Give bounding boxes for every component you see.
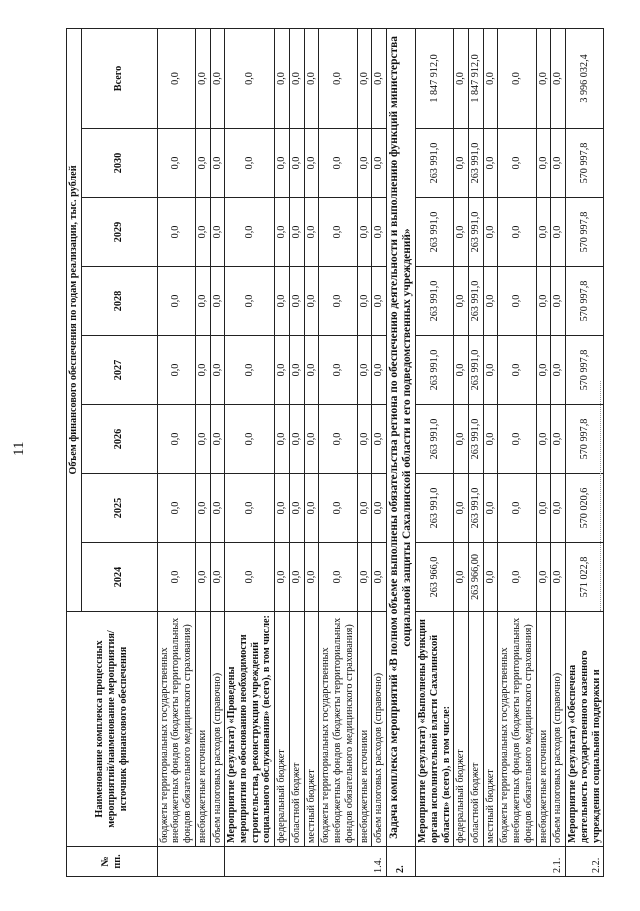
value-cell: 0,0: [551, 267, 566, 336]
row-name: внебюджетные источники: [536, 612, 551, 847]
value-cell: 0,0: [483, 336, 498, 405]
row-name: бюджеты территориальных государственных внебюджетных фондов (бюджеты территориальных фондов обязательного медицинского страхования): [319, 612, 357, 847]
value-cell: 263 991,0: [416, 198, 454, 267]
value-cell: 0,0: [483, 198, 498, 267]
value-cell: 0,0: [225, 267, 275, 336]
task-text: Задача комплекса мероприятий «В полном объеме выполнены обязательства региона по обеспечению деятельности и выполнению функций министерства социальной защиты Сахалинской области и его подведомственных учреждений»: [386, 28, 415, 846]
value-cell: 0,0: [225, 129, 275, 198]
total-cell: 0,0: [157, 28, 195, 128]
value-cell: 0,0: [225, 543, 275, 612]
value-cell: 263 966,0: [416, 543, 454, 612]
value-cell: 0,0: [319, 129, 357, 198]
value-cell: 0,0: [157, 543, 195, 612]
col-header-group: Объем финансового обеспечения по годам реализации, тыс. рублей: [67, 28, 82, 611]
total-cell: 0,0: [551, 28, 566, 128]
value-cell: 0,0: [551, 198, 566, 267]
table-row: [157, 28, 195, 876]
value-cell: 570 997,8: [566, 129, 604, 198]
task-number: 2.: [386, 847, 415, 877]
total-cell: 0,0: [372, 28, 387, 128]
value-cell: 0,0: [289, 198, 304, 267]
value-cell: 0,0: [210, 474, 225, 543]
value-cell: 570 997,8: [566, 336, 604, 405]
table-row: [225, 28, 275, 876]
value-cell: 263 991,0: [469, 129, 484, 198]
total-cell: 0,0: [454, 28, 469, 128]
value-cell: 0,0: [372, 129, 387, 198]
total-cell: 1 847 912,0: [416, 28, 454, 128]
value-cell: 0,0: [195, 129, 210, 198]
value-cell: 0,0: [551, 474, 566, 543]
value-cell: 263 991,0: [469, 267, 484, 336]
total-cell: 0,0: [498, 28, 536, 128]
value-cell: 0,0: [536, 336, 551, 405]
value-cell: 0,0: [195, 267, 210, 336]
total-cell: 0,0: [289, 28, 304, 128]
value-cell: 0,0: [372, 267, 387, 336]
table-row: [551, 28, 566, 876]
row-number: [157, 847, 225, 877]
col-header-year: 2025: [81, 474, 157, 543]
value-cell: 0,0: [210, 543, 225, 612]
value-cell: 0,0: [454, 129, 469, 198]
col-header-year: 2024: [81, 543, 157, 612]
value-cell: 0,0: [372, 543, 387, 612]
value-cell: 0,0: [157, 405, 195, 474]
value-cell: 0,0: [319, 474, 357, 543]
value-cell: 0,0: [304, 336, 319, 405]
total-cell: 0,0: [275, 28, 290, 128]
row-name: местный бюджет: [304, 612, 319, 847]
value-cell: 0,0: [157, 267, 195, 336]
value-cell: 0,0: [275, 543, 290, 612]
value-cell: 570 020,6: [566, 474, 604, 543]
row-name: объем налоговых расходов (справочно): [551, 612, 566, 847]
value-cell: 0,0: [319, 336, 357, 405]
col-header-year: 2030: [81, 129, 157, 198]
row-name: федеральный бюджет: [275, 612, 290, 847]
value-cell: 0,0: [454, 474, 469, 543]
value-cell: 263 991,0: [469, 198, 484, 267]
col-header-name: Наименование комплекса процессных мероприятий/наименование мероприятия/ источник финансового обеспечения: [67, 612, 158, 847]
value-cell: 0,0: [536, 405, 551, 474]
row-name: Мероприятие (результат) «Обеспечена деятельность государственного казенного учреждения социальной поддержки и: [566, 612, 604, 847]
value-cell: 0,0: [289, 474, 304, 543]
value-cell: 0,0: [275, 405, 290, 474]
value-cell: 0,0: [289, 129, 304, 198]
table-row: [289, 28, 304, 876]
value-cell: 0,0: [225, 405, 275, 474]
value-cell: 0,0: [157, 129, 195, 198]
value-cell: 0,0: [157, 336, 195, 405]
value-cell: 0,0: [289, 267, 304, 336]
value-cell: 0,0: [289, 336, 304, 405]
value-cell: 0,0: [551, 336, 566, 405]
table-row: [469, 28, 484, 876]
value-cell: 263 991,0: [416, 336, 454, 405]
value-cell: 0,0: [454, 198, 469, 267]
value-cell: 0,0: [357, 405, 372, 474]
value-cell: 263 966,00: [469, 543, 484, 612]
value-cell: 0,0: [498, 267, 536, 336]
value-cell: 0,0: [304, 405, 319, 474]
value-cell: 0,0: [483, 267, 498, 336]
value-cell: 0,0: [304, 543, 319, 612]
value-cell: 0,0: [498, 336, 536, 405]
value-cell: 0,0: [210, 267, 225, 336]
header-row-1: [67, 28, 82, 876]
table-row: [498, 28, 536, 876]
value-cell: 0,0: [225, 198, 275, 267]
total-cell: 1 847 912,0: [469, 28, 484, 128]
total-cell: 0,0: [195, 28, 210, 128]
value-cell: 0,0: [289, 405, 304, 474]
value-cell: 570 997,8: [566, 267, 604, 336]
value-cell: 0,0: [157, 198, 195, 267]
row-number: 2.2.: [566, 847, 604, 877]
value-cell: 0,0: [275, 474, 290, 543]
value-cell: 263 991,0: [469, 405, 484, 474]
value-cell: 0,0: [195, 198, 210, 267]
value-cell: 0,0: [357, 267, 372, 336]
value-cell: 0,0: [195, 543, 210, 612]
row-name: бюджеты территориальных государственных внебюджетных фондов (бюджеты территориальных фондов обязательного медицинского страхования): [157, 612, 195, 847]
value-cell: 0,0: [304, 198, 319, 267]
financing-table: [66, 28, 604, 877]
value-cell: 0,0: [275, 198, 290, 267]
total-cell: 0,0: [357, 28, 372, 128]
total-cell: 0,0: [319, 28, 357, 128]
value-cell: 0,0: [210, 198, 225, 267]
value-cell: 0,0: [372, 405, 387, 474]
value-cell: 0,0: [225, 336, 275, 405]
row-number: 2.1.: [416, 847, 566, 877]
value-cell: 0,0: [210, 336, 225, 405]
value-cell: 0,0: [304, 474, 319, 543]
value-cell: 263 991,0: [469, 474, 484, 543]
table-row: [275, 28, 290, 876]
value-cell: 0,0: [372, 198, 387, 267]
row-number: 1.4.: [225, 847, 387, 877]
value-cell: 0,0: [319, 267, 357, 336]
value-cell: 0,0: [551, 405, 566, 474]
row-name: Мероприятие (результат) «Проведены мероприятия по обоснованию необходимости строительства, реконструкции учреждений социального обслуживания» (всего), в том числе:: [225, 612, 275, 847]
value-cell: 0,0: [536, 198, 551, 267]
value-cell: 0,0: [536, 474, 551, 543]
table-row: [416, 28, 454, 876]
value-cell: 0,0: [289, 543, 304, 612]
value-cell: 0,0: [454, 267, 469, 336]
row-name: областной бюджет: [289, 612, 304, 847]
total-cell: 0,0: [210, 28, 225, 128]
value-cell: 0,0: [210, 405, 225, 474]
row-name: федеральный бюджет: [454, 612, 469, 847]
value-cell: 0,0: [319, 198, 357, 267]
row-name: Мероприятие (результат) «Выполнены функции органа исполнительной власти Сахалинской области» (всего), в том числе:: [416, 612, 454, 847]
value-cell: 0,0: [536, 129, 551, 198]
value-cell: 0,0: [357, 336, 372, 405]
table-row: [357, 28, 372, 876]
col-header-total: Всего: [81, 28, 157, 128]
value-cell: 0,0: [483, 129, 498, 198]
total-cell: 0,0: [536, 28, 551, 128]
value-cell: 0,0: [157, 474, 195, 543]
value-cell: 570 997,8: [566, 198, 604, 267]
value-cell: 0,0: [195, 405, 210, 474]
table-row: [372, 28, 387, 876]
scan-dotted-line: [600, 381, 601, 611]
value-cell: 0,0: [483, 543, 498, 612]
value-cell: 0,0: [319, 543, 357, 612]
value-cell: 0,0: [498, 543, 536, 612]
task-row: [386, 28, 415, 876]
table-row: [304, 28, 319, 876]
row-name: объем налоговых расходов (справочно): [372, 612, 387, 847]
value-cell: 0,0: [483, 405, 498, 474]
value-cell: 0,0: [498, 129, 536, 198]
row-name: внебюджетные источники: [357, 612, 372, 847]
col-header-year: 2027: [81, 336, 157, 405]
total-cell: 0,0: [304, 28, 319, 128]
total-cell: 3 996 032,4: [566, 28, 604, 128]
value-cell: 0,0: [372, 336, 387, 405]
value-cell: 0,0: [275, 267, 290, 336]
value-cell: 263 991,0: [469, 336, 484, 405]
value-cell: 0,0: [304, 129, 319, 198]
value-cell: 0,0: [454, 336, 469, 405]
value-cell: 0,0: [210, 129, 225, 198]
value-cell: 570 997,8: [566, 405, 604, 474]
table-row: [210, 28, 225, 876]
col-header-year: 2029: [81, 198, 157, 267]
value-cell: 0,0: [357, 129, 372, 198]
row-name: бюджеты территориальных государственных внебюджетных фондов (бюджеты территориальных фондов обязательного медицинского страхования): [498, 612, 536, 847]
col-header-year: 2026: [81, 405, 157, 474]
table-row: [566, 28, 604, 876]
row-name: внебюджетные источники: [195, 612, 210, 847]
total-cell: 0,0: [225, 28, 275, 128]
value-cell: 0,0: [225, 474, 275, 543]
page-number: 11: [11, 441, 27, 456]
value-cell: 0,0: [195, 336, 210, 405]
value-cell: 0,0: [454, 405, 469, 474]
table-row: [536, 28, 551, 876]
total-cell: 0,0: [483, 28, 498, 128]
value-cell: 0,0: [454, 543, 469, 612]
value-cell: 0,0: [551, 129, 566, 198]
value-cell: 0,0: [498, 198, 536, 267]
value-cell: 0,0: [275, 336, 290, 405]
value-cell: 0,0: [483, 474, 498, 543]
value-cell: 0,0: [195, 474, 210, 543]
value-cell: 0,0: [357, 198, 372, 267]
row-name: местный бюджет: [483, 612, 498, 847]
value-cell: 0,0: [498, 474, 536, 543]
col-header-year: 2028: [81, 267, 157, 336]
value-cell: 0,0: [357, 543, 372, 612]
table-row: [454, 28, 469, 876]
table-row: [483, 28, 498, 876]
table-row: [319, 28, 357, 876]
value-cell: 571 022,8: [566, 543, 604, 612]
table-row: [195, 28, 210, 876]
row-name: объем налоговых расходов (справочно): [210, 612, 225, 847]
row-name: областной бюджет: [469, 612, 484, 847]
value-cell: 0,0: [536, 543, 551, 612]
value-cell: 263 991,0: [416, 267, 454, 336]
col-header-no: № пп.: [67, 847, 158, 877]
value-cell: 263 991,0: [416, 129, 454, 198]
value-cell: 0,0: [498, 405, 536, 474]
value-cell: 0,0: [319, 405, 357, 474]
value-cell: 0,0: [357, 474, 372, 543]
value-cell: 0,0: [551, 543, 566, 612]
value-cell: 0,0: [536, 267, 551, 336]
value-cell: 0,0: [275, 129, 290, 198]
value-cell: 263 991,0: [416, 474, 454, 543]
value-cell: 0,0: [372, 474, 387, 543]
value-cell: 0,0: [304, 267, 319, 336]
value-cell: 263 991,0: [416, 405, 454, 474]
